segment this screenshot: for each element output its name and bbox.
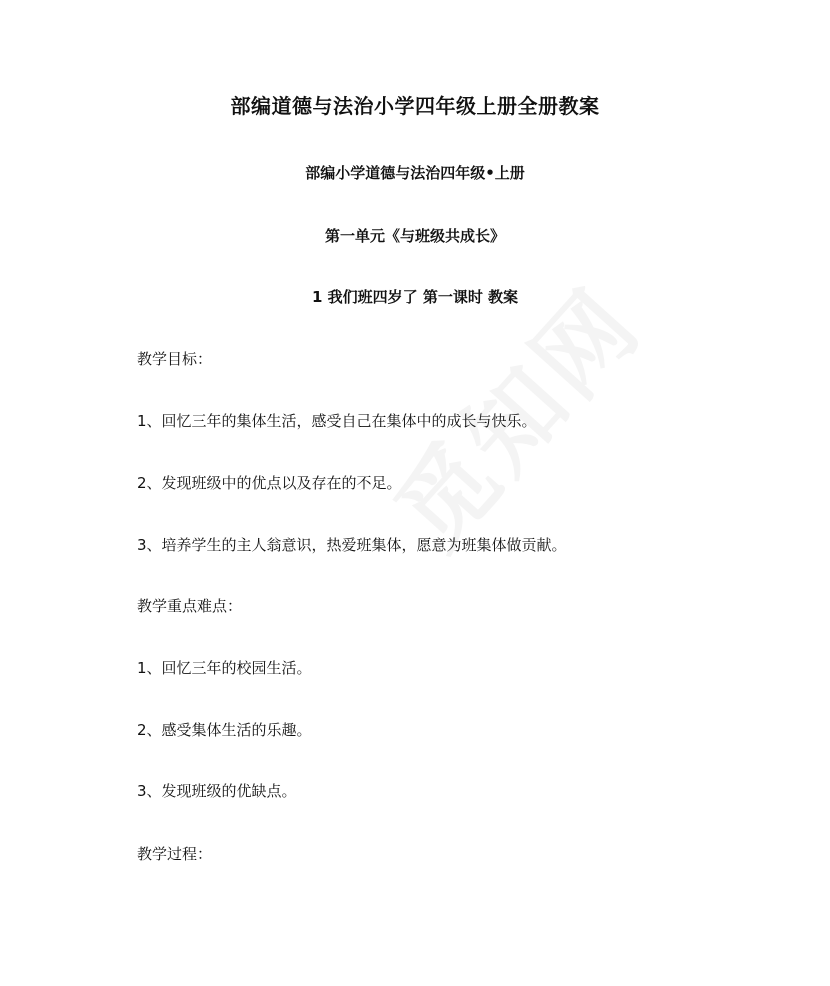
objective-item: 2、发现班级中的优点以及存在的不足。 (137, 474, 402, 492)
keypoint-item: 1、回忆三年的校园生活。 (137, 659, 312, 677)
objective-item: 3、培养学生的主人翁意识，热爱班集体，愿意为班集体做贡献。 (137, 536, 567, 554)
objective-item: 1、回忆三年的集体生活，感受自己在集体中的成长与快乐。 (137, 412, 537, 430)
lesson-heading: 1 我们班四岁了 第一课时 教案 (311, 288, 519, 306)
document-title: 部编道德与法治小学四年级上册全册教案 (230, 94, 600, 118)
keypoint-item: 2、感受集体生活的乐趣。 (137, 721, 312, 739)
keypoint-item: 3、发现班级的优缺点。 (137, 782, 297, 800)
unit-heading: 第一单元《与班级共成长》 (324, 227, 505, 245)
objectives-heading: 教学目标： (137, 350, 213, 368)
document-subtitle: 部编小学道德与法治四年级•上册 (305, 164, 525, 182)
process-heading: 教学过程： (137, 845, 213, 863)
keypoints-heading: 教学重点难点： (137, 597, 243, 615)
